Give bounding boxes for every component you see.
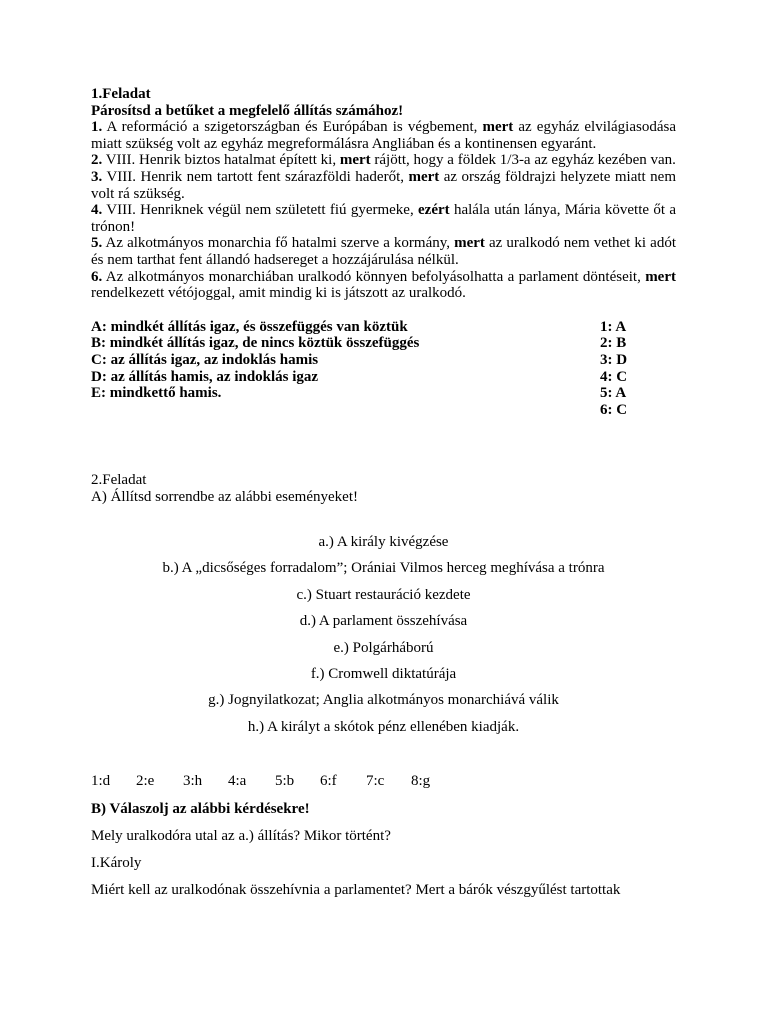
task1-title: 1.Feladat <box>91 86 151 102</box>
order-answer: 4:a <box>228 773 247 789</box>
event-item: g.) Jognyilatkozat; Anglia alkotmányos monarchiává válik <box>208 692 559 709</box>
legend-row: B: mindkét állítás igaz, de nincs köztük összefüggés 2: B <box>91 335 627 352</box>
part-b-title: B) Válaszolj az alábbi kérdésekre! <box>91 801 310 817</box>
answer-1: I.Károly <box>91 855 142 871</box>
order-answer: 2:e <box>136 773 155 789</box>
statement-5: 5. Az alkotmányos monarchia fő hatalmi szerve a kormány, mert az uralkodó nem vethet ki adót és nem tarthat fent állandó hadsereget a hozzájárulása nélkül. <box>91 235 676 268</box>
task1-instruction: Párosítsd a betűket a megfelelő állítás számához! <box>91 102 404 119</box>
event-item: f.) Cromwell diktatúrája <box>310 665 457 682</box>
statement-2: 2. VIII. Henrik biztos hatalmat épített ki, mert rájött, hogy a földek 1/3-a az egyház kezében van. <box>91 152 676 169</box>
order-answer: 7:c <box>366 773 385 789</box>
legend-row: A: mindkét állítás igaz, és összefüggés van köztük 1: A <box>91 318 627 335</box>
event-item: a.) A király kivégzése <box>318 534 449 550</box>
order-answers <box>91 773 430 790</box>
order-answer: 6:f <box>320 773 337 789</box>
statement-6: 6. Az alkotmányos monarchiában uralkodó könnyen befolyásolhatta a parlament döntéseit, mert rendelkezett vétójoggal, amit mindig ki is játszott az uralkodó. <box>91 268 676 302</box>
statement-4: 4. VIII. Henriknek végül nem született fiú gyermeke, ezért halála után lánya, Mária követte őt a trónon! <box>91 202 676 235</box>
event-item: b.) A „dicsőséges forradalom”; Orániai Vilmos herceg meghívása a trónra <box>162 560 605 577</box>
legend-row: C: az állítás igaz, az indoklás hamis 3: D <box>91 351 628 368</box>
task2-instruction: A) Állítsd sorrendbe az alábbi eseményeket! <box>91 488 358 505</box>
task2-title: 2.Feladat <box>91 472 147 488</box>
event-item: d.) A parlament összehívása <box>299 613 468 630</box>
legend-row: D: az állítás hamis, az indoklás igaz 4: C <box>91 368 628 385</box>
task2-header <box>91 472 676 505</box>
order-answer: 8:g <box>411 773 431 789</box>
order-answer: 3:h <box>183 773 203 789</box>
events-list <box>91 533 676 744</box>
legend-answer-table <box>91 319 676 419</box>
legend-row: E: mindkettő hamis. 5: A <box>91 385 627 402</box>
event-item: h.) A királyt a skótok pénz ellenében kiadják. <box>247 718 520 735</box>
order-answer: 5:b <box>275 773 295 789</box>
statement-1: 1. A reformáció a szigetországban és Európában is végbement, mert az egyház elvilágiasodása miatt szükség volt az egyház megreformálásra Angliában és a kontinensen egyaránt. <box>91 119 677 152</box>
task1-section <box>91 86 676 418</box>
statement-3: 3. VIII. Henrik nem tartott fent szárazföldi haderőt, mert az ország földrajzi helyzete miatt nem volt rá szükség. <box>91 168 676 202</box>
question-2: Miért kell az uralkodónak összehívnia a parlamentet? Mert a bárók vészgyűlést tartottak <box>91 882 621 898</box>
legend-row: 6: C <box>600 401 628 418</box>
order-answer: 1:d <box>91 773 111 789</box>
question-1: Mely uralkodóra utal az a.) állítás? Mikor történt? <box>91 828 391 844</box>
event-item: c.) Stuart restauráció kezdete <box>296 586 471 603</box>
part-b <box>91 800 676 908</box>
event-item: e.) Polgárháború <box>333 639 434 656</box>
